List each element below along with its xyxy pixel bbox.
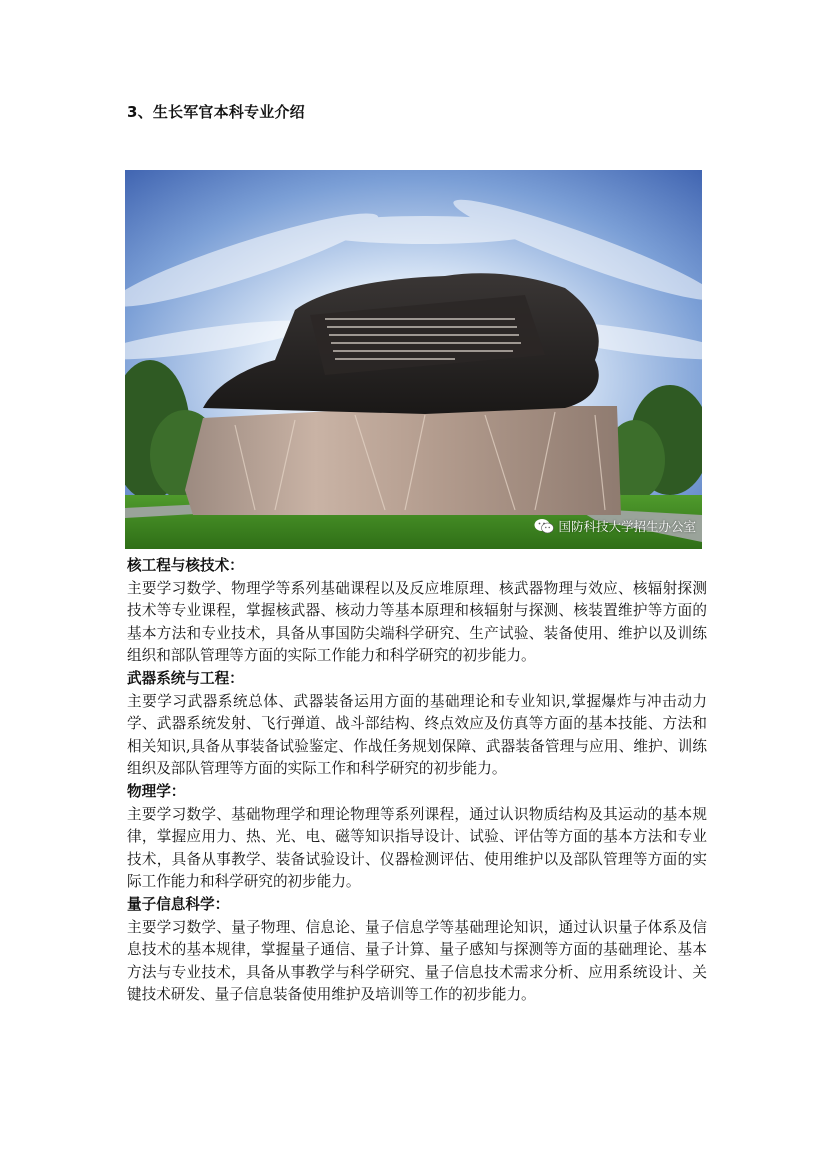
- major-item: [127, 668, 707, 781]
- major-title: 核工程与核技术：: [127, 557, 244, 574]
- major-item: [127, 894, 707, 1007]
- monument-image: [125, 170, 702, 549]
- watermark: [534, 517, 696, 535]
- section-title: 3、生长军官本科专业介绍: [127, 103, 305, 121]
- majors-list: [127, 555, 707, 1007]
- major-title: 量子信息科学：: [127, 895, 230, 913]
- major-description: 主要学习数学、量子物理、信息论、量子信息学等基础理论知识，通过认识量子体系及信息技术的基本规律，掌握量子通信、量子计算、量子感知与探测等方面的基础理论、基本方法与专业技术，具备从事教学与科学研究、量子信息技术需求分析、应用系统设计、关键技术研发、量子信息装备使用维护及培训等工作的初步能力。: [127, 918, 707, 1004]
- major-item: [127, 555, 707, 668]
- major-description: 主要学习数学、基础物理学和理论物理等系列课程，通过认识物质结构及其运动的基本规律，掌握应用力、热、光、电、磁等知识指导设计、试验、评估等方面的基本方法和专业技术，具备从事教学、装备试验设计、仪器检测评估、使用维护以及部队管理等方面的实际工作能力和科学研究的初步能力。: [127, 805, 707, 891]
- monument-photo: [125, 170, 702, 549]
- major-item: [127, 781, 707, 894]
- major-title: 物理学：: [127, 782, 186, 800]
- watermark-text: 国防科技大学招生办公室: [558, 519, 696, 534]
- wechat-icon: [534, 518, 554, 534]
- major-description: 主要学习武器系统总体、武器装备运用方面的基础理论和专业知识,掌握爆炸与冲击动力学、武器系统发射、飞行弹道、战斗部结构、终点效应及仿真等方面的基本技能、方法和相关知识,具备从事装备试验鉴定、作战任务规划保障、武器装备管理与应用、维护、训练组织及部队管理等方面的实际工作和科学研究的初步能力。: [127, 692, 707, 778]
- major-title: 武器系统与工程：: [127, 669, 244, 687]
- major-description: 主要学习数学、物理学等系列基础课程以及反应堆原理、核武器物理与效应、核辐射探测技术等专业课程，掌握核武器、核动力等基本原理和核辐射与探测、核装置维护等方面的基本方法和专业技术，具备从事国防尖端科学研究、生产试验、装备使用、维护以及训练组织和部队管理等方面的实际工作能力和科学研究的初步能力。: [127, 579, 707, 665]
